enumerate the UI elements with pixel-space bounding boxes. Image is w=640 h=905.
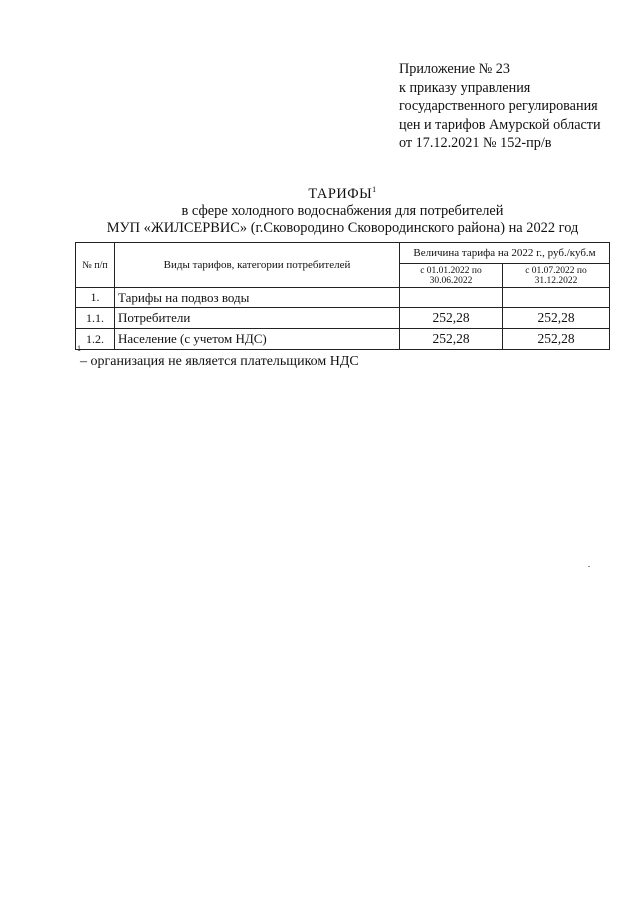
tariff-table (75, 242, 610, 350)
appendix-order-line: к приказу управления (399, 79, 531, 96)
header-period-2: с 01.07.2022 по 31.12.2022 (503, 264, 610, 288)
row-name: Население (с учетом НДС) (115, 329, 400, 350)
row-value-period-1: 252,28 (400, 308, 503, 329)
table-row (76, 308, 610, 329)
title-heading-line (70, 181, 615, 203)
row-num: 1.1. (76, 308, 115, 329)
header-period-1: с 01.01.2022 по 30.06.2022 (400, 264, 503, 288)
document-title (70, 181, 615, 237)
row-value-period-1: 252,28 (400, 329, 503, 350)
row-name: Тарифы на подвоз воды (115, 288, 400, 308)
row-value-period-1 (400, 288, 503, 308)
table-row (76, 329, 610, 350)
appendix-order-date: от 17.12.2021 № 152-пр/в (399, 135, 552, 151)
table-row (76, 288, 610, 308)
table-header-row (76, 243, 610, 264)
appendix-reference (399, 60, 634, 153)
row-value-period-2 (503, 288, 610, 308)
row-value-period-2: 252,28 (503, 329, 610, 350)
row-num: 1. (76, 288, 115, 308)
title-footnote-ref: 1 (372, 185, 377, 194)
title-organization: МУП «ЖИЛСЕРВИС» (г.Сковородино Сковородинского района) на 2022 год (106, 220, 579, 236)
header-tariff-type: Виды тарифов, категории потребителей (115, 243, 400, 288)
footnote-text: – организация не является плательщиком НДС (80, 354, 359, 369)
row-num: 1.2. (76, 329, 115, 350)
header-num: № п/п (76, 243, 115, 288)
header-tariff-value: Величина тарифа на 2022 г., руб./куб.м (400, 243, 610, 264)
title-heading: ТАРИФЫ (308, 186, 373, 202)
row-value-period-2: 252,28 (503, 308, 610, 329)
scan-speck (588, 566, 590, 567)
title-subtitle: в сфере холодного водоснабжения для потребителей (181, 203, 504, 219)
appendix-authority-line-2: цен и тарифов Амурской области (399, 116, 601, 133)
footnote-mark: 1 (77, 344, 81, 353)
appendix-number: Приложение № 23 (399, 61, 510, 77)
appendix-authority-line: государственного регулирования (399, 98, 598, 114)
row-name: Потребители (115, 308, 400, 329)
